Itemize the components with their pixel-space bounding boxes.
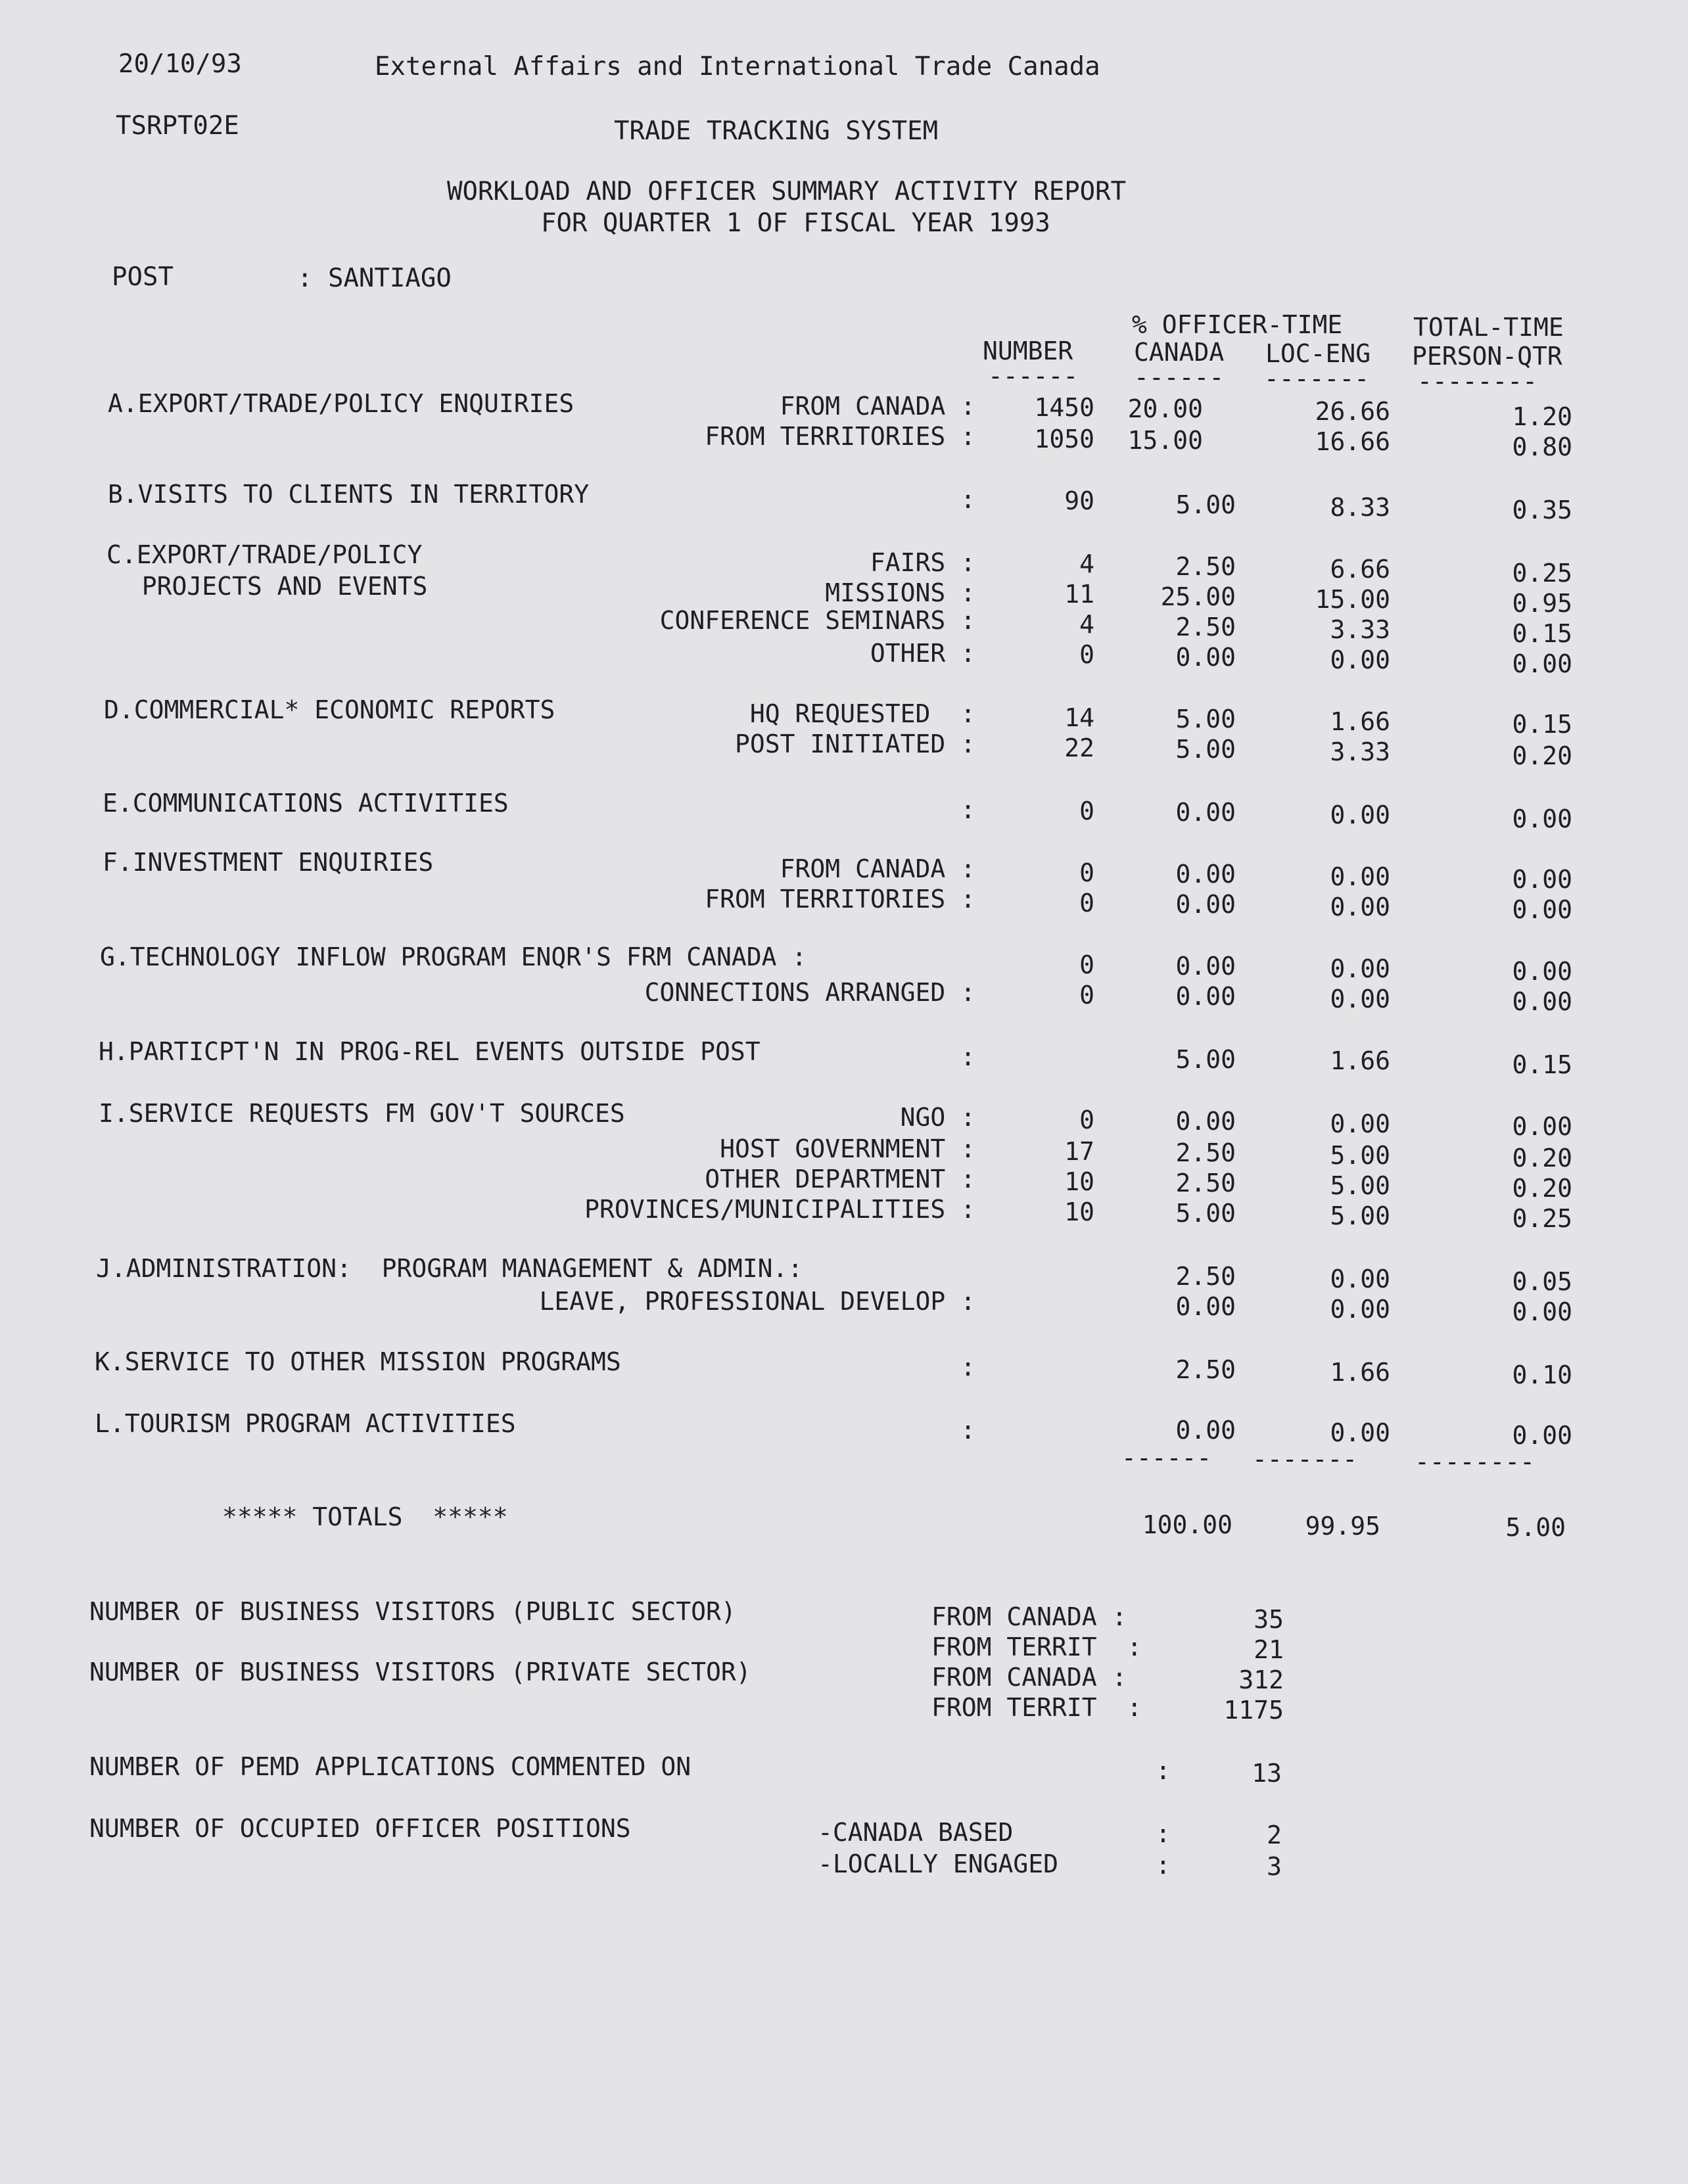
row-sub-label: CONFERENCE SEMINARS : xyxy=(659,606,975,635)
visitors-public-label: NUMBER OF BUSINESS VISITORS (PUBLIC SECTOR) xyxy=(89,1597,736,1626)
row-section: L.TOURISM PROGRAM ACTIVITIES xyxy=(95,1409,516,1438)
visitors-private-label: NUMBER OF BUSINESS VISITORS (PRIVATE SECTOR) xyxy=(89,1658,751,1686)
positions-local-value: 3 xyxy=(1267,1852,1282,1881)
row-sub-label: : xyxy=(960,795,975,824)
row-loceng: 0.00 xyxy=(1330,985,1390,1013)
row-section: PROJECTS AND EVENTS xyxy=(112,572,428,601)
row-person: 0.00 xyxy=(1512,1297,1572,1326)
row-section: E.COMMUNICATIONS ACTIVITIES xyxy=(103,789,509,818)
row-canada: 2.50 xyxy=(1175,1355,1236,1384)
col-total-time: TOTAL-TIME xyxy=(1413,313,1564,342)
row-sub-label: : xyxy=(960,1353,975,1382)
row-canada: 5.00 xyxy=(1175,735,1236,764)
row-sub-label: OTHER DEPARTMENT : xyxy=(705,1165,975,1194)
row-sub-label: FROM TERRITORIES : xyxy=(705,422,975,451)
row-person: 0.00 xyxy=(1512,865,1572,894)
row-loceng: 5.00 xyxy=(1330,1171,1390,1200)
row-person: 0.80 xyxy=(1512,432,1572,461)
row-sub-label: POST INITIATED : xyxy=(734,730,975,758)
row-loceng: 8.33 xyxy=(1330,493,1390,522)
row-person: 0.00 xyxy=(1512,987,1572,1016)
row-section: I.SERVICE REQUESTS FM GOV'T SOURCES xyxy=(99,1099,625,1128)
row-number: 17 xyxy=(1064,1137,1094,1166)
row-sub-label: OTHER : xyxy=(870,639,975,668)
row-person: 0.00 xyxy=(1512,895,1572,924)
row-loceng: 5.00 xyxy=(1330,1201,1390,1230)
row-section: J.ADMINISTRATION: PROGRAM MANAGEMENT & ADMIN.: xyxy=(96,1254,803,1283)
positions-local-label: -LOCALLY ENGAGED xyxy=(818,1849,1059,1878)
row-number: 4 xyxy=(1079,610,1094,639)
row-number: 0 xyxy=(1079,889,1094,918)
row-sub-label: MISSIONS : xyxy=(825,578,975,607)
row-sub-label: NGO : xyxy=(900,1103,975,1132)
row-number: 0 xyxy=(1079,797,1094,825)
report-id: TSRPT02E xyxy=(116,111,239,141)
row-number: 0 xyxy=(1079,858,1094,887)
visitors-private-territ-label: FROM TERRIT : xyxy=(931,1693,1142,1722)
visitors-public-canada-value: 35 xyxy=(1254,1605,1284,1634)
positions-canada-colon: : xyxy=(1156,1819,1171,1848)
row-loceng: 0.00 xyxy=(1330,862,1390,891)
visitors-private-canada-label: FROM CANADA : xyxy=(931,1663,1127,1692)
pemd-label: NUMBER OF PEMD APPLICATIONS COMMENTED ON xyxy=(89,1752,692,1781)
row-canada: 5.00 xyxy=(1175,1045,1236,1074)
row-canada: 0.00 xyxy=(1175,1107,1236,1136)
row-loceng: 0.00 xyxy=(1330,1295,1390,1324)
row-canada: 0.00 xyxy=(1175,1416,1236,1445)
post-value: : SANTIAGO xyxy=(297,264,452,293)
row-loceng: 0.00 xyxy=(1330,1265,1390,1293)
row-loceng: 15.00 xyxy=(1315,585,1390,614)
visitors-private-territ-value: 1175 xyxy=(1223,1696,1284,1725)
row-person: 0.20 xyxy=(1512,1144,1572,1173)
row-number: 0 xyxy=(1079,640,1094,669)
row-person: 0.00 xyxy=(1512,1421,1572,1450)
row-section: H.PARTICPT'N IN PROG-REL EVENTS OUTSIDE POST xyxy=(99,1037,761,1066)
report-subtitle: FOR QUARTER 1 OF FISCAL YEAR 1993 xyxy=(541,208,1050,238)
row-canada: 0.00 xyxy=(1175,952,1236,981)
row-number: 0 xyxy=(1079,1105,1094,1134)
row-sub-label: FROM CANADA : xyxy=(780,392,975,421)
pemd-value: 13 xyxy=(1252,1759,1282,1788)
row-canada: 20.00 xyxy=(1127,394,1203,423)
row-person: 0.95 xyxy=(1512,589,1572,618)
positions-canada-value: 2 xyxy=(1267,1821,1282,1849)
system-name: TRADE TRACKING SYSTEM xyxy=(614,116,939,146)
col-number-rule: ------ xyxy=(988,361,1079,390)
row-loceng: 5.00 xyxy=(1330,1141,1390,1170)
row-person: 0.00 xyxy=(1512,649,1572,678)
row-sub-label: PROVINCES/MUNICIPALITIES : xyxy=(584,1195,975,1224)
row-section: C.EXPORT/TRADE/POLICY xyxy=(106,540,423,569)
row-person: 1.20 xyxy=(1512,402,1572,431)
row-number: 0 xyxy=(1079,981,1094,1010)
row-person: 0.15 xyxy=(1512,619,1572,648)
row-number: 90 xyxy=(1064,486,1094,515)
row-person: 0.05 xyxy=(1512,1267,1572,1296)
row-loceng: 6.66 xyxy=(1330,555,1390,584)
row-canada: 0.00 xyxy=(1175,643,1236,672)
row-loceng: 3.33 xyxy=(1330,615,1390,644)
row-number: 0 xyxy=(1079,950,1094,979)
row-canada: 5.00 xyxy=(1175,1199,1236,1228)
row-number: 22 xyxy=(1064,733,1094,762)
row-canada: 15.00 xyxy=(1127,426,1203,455)
row-sub-label: CONNECTIONS ARRANGED : xyxy=(644,978,975,1007)
row-loceng: 16.66 xyxy=(1315,427,1390,456)
col-canada: CANADA xyxy=(1134,338,1225,367)
row-section: B.VISITS TO CLIENTS IN TERRITORY xyxy=(108,480,590,509)
visitors-private-canada-value: 312 xyxy=(1238,1665,1284,1694)
totals-loceng-rule: ------- xyxy=(1252,1445,1358,1474)
row-canada: 0.00 xyxy=(1175,890,1236,919)
row-number: 11 xyxy=(1064,580,1094,609)
positions-label: NUMBER OF OCCUPIED OFFICER POSITIONS xyxy=(89,1814,631,1843)
row-person: 0.10 xyxy=(1512,1360,1572,1389)
row-canada: 2.50 xyxy=(1175,1262,1236,1291)
row-section: G.TECHNOLOGY INFLOW PROGRAM ENQR'S FRM CANADA : xyxy=(100,942,807,971)
row-sub-label: : xyxy=(960,485,975,514)
col-personqtr-rule: -------- xyxy=(1417,367,1538,396)
totals-canada-rule: ------ xyxy=(1121,1443,1212,1472)
row-number: 1450 xyxy=(1034,393,1094,422)
row-loceng: 0.00 xyxy=(1330,954,1390,983)
row-person: 0.00 xyxy=(1512,957,1572,986)
positions-canada-label: -CANADA BASED xyxy=(818,1818,1014,1847)
row-canada: 25.00 xyxy=(1160,582,1236,611)
pemd-colon: : xyxy=(1156,1756,1171,1785)
post-label: POST xyxy=(112,262,174,292)
totals-canada: 100.00 xyxy=(1142,1510,1232,1539)
row-sub-label: HQ REQUESTED : xyxy=(749,699,975,728)
row-sub-label: HOST GOVERNMENT : xyxy=(720,1134,975,1163)
row-loceng: 1.66 xyxy=(1330,707,1390,736)
row-section: A.EXPORT/TRADE/POLICY ENQUIRIES xyxy=(108,389,574,418)
totals-loceng: 99.95 xyxy=(1305,1512,1380,1541)
totals-person-rule: -------- xyxy=(1415,1447,1536,1476)
row-canada: 2.50 xyxy=(1175,1169,1236,1197)
row-person: 0.35 xyxy=(1512,496,1572,524)
col-loc-eng: LOC-ENG xyxy=(1265,339,1371,368)
row-person: 0.25 xyxy=(1512,1204,1572,1233)
row-number: 10 xyxy=(1064,1167,1094,1196)
positions-local-colon: : xyxy=(1156,1851,1171,1880)
row-canada: 5.00 xyxy=(1175,705,1236,733)
row-person: 0.25 xyxy=(1512,559,1572,588)
row-loceng: 0.00 xyxy=(1330,801,1390,829)
row-canada: 5.00 xyxy=(1175,490,1236,519)
row-canada: 2.50 xyxy=(1175,552,1236,581)
col-officer-time: % OFFICER-TIME xyxy=(1132,310,1343,339)
row-loceng: 1.66 xyxy=(1330,1046,1390,1075)
row-canada: 2.50 xyxy=(1175,1138,1236,1167)
row-section: F.INVESTMENT ENQUIRIES xyxy=(103,848,434,877)
row-sub-label: FROM CANADA : xyxy=(780,854,975,883)
row-number: 10 xyxy=(1064,1197,1094,1226)
row-loceng: 3.33 xyxy=(1330,737,1390,766)
col-number: NUMBER xyxy=(983,337,1073,365)
totals-label: ***** TOTALS ***** xyxy=(222,1502,508,1531)
row-sub-label: FROM TERRITORIES : xyxy=(705,885,975,914)
row-loceng: 26.66 xyxy=(1315,397,1390,426)
row-canada: 0.00 xyxy=(1175,798,1236,827)
visitors-public-canada-label: FROM CANADA : xyxy=(931,1602,1127,1631)
row-loceng: 1.66 xyxy=(1330,1358,1390,1387)
visitors-public-territ-value: 21 xyxy=(1254,1635,1284,1664)
department-name: External Affairs and International Trade Canada xyxy=(375,52,1100,81)
row-person: 0.00 xyxy=(1512,1112,1572,1141)
row-loceng: 0.00 xyxy=(1330,645,1390,674)
row-number: 4 xyxy=(1079,549,1094,578)
col-loceng-rule: ------- xyxy=(1264,364,1370,393)
row-loceng: 0.00 xyxy=(1330,1109,1390,1138)
row-section: D.COMMERCIAL* ECONOMIC REPORTS xyxy=(104,695,555,724)
row-person: 0.20 xyxy=(1512,741,1572,770)
row-sub-label: FAIRS : xyxy=(870,548,975,577)
row-canada: 0.00 xyxy=(1175,860,1236,889)
row-loceng: 0.00 xyxy=(1330,893,1390,921)
report-date: 20/10/93 xyxy=(118,49,242,79)
row-number: 1050 xyxy=(1034,425,1094,453)
row-person: 0.20 xyxy=(1512,1174,1572,1203)
row-person: 0.15 xyxy=(1512,710,1572,739)
row-canada: 2.50 xyxy=(1175,613,1236,641)
row-person: 0.15 xyxy=(1512,1050,1572,1079)
row-number: 14 xyxy=(1064,703,1094,732)
report-title: WORKLOAD AND OFFICER SUMMARY ACTIVITY REPORT xyxy=(447,177,1127,206)
row-canada: 0.00 xyxy=(1175,982,1236,1011)
row-person: 0.00 xyxy=(1512,804,1572,833)
row-canada: 0.00 xyxy=(1175,1292,1236,1321)
col-person-qtr: PERSON-QTR xyxy=(1412,342,1562,371)
row-loceng: 0.00 xyxy=(1330,1418,1390,1447)
row-sub-label: : xyxy=(960,1416,975,1445)
visitors-public-territ-label: FROM TERRIT : xyxy=(931,1633,1142,1661)
row-sub-label: LEAVE, PROFESSIONAL DEVELOP : xyxy=(539,1287,975,1316)
totals-person: 5.00 xyxy=(1505,1513,1566,1542)
col-canada-rule: ------ xyxy=(1134,363,1225,392)
row-sub-label: : xyxy=(960,1042,975,1071)
row-section: K.SERVICE TO OTHER MISSION PROGRAMS xyxy=(95,1347,621,1376)
